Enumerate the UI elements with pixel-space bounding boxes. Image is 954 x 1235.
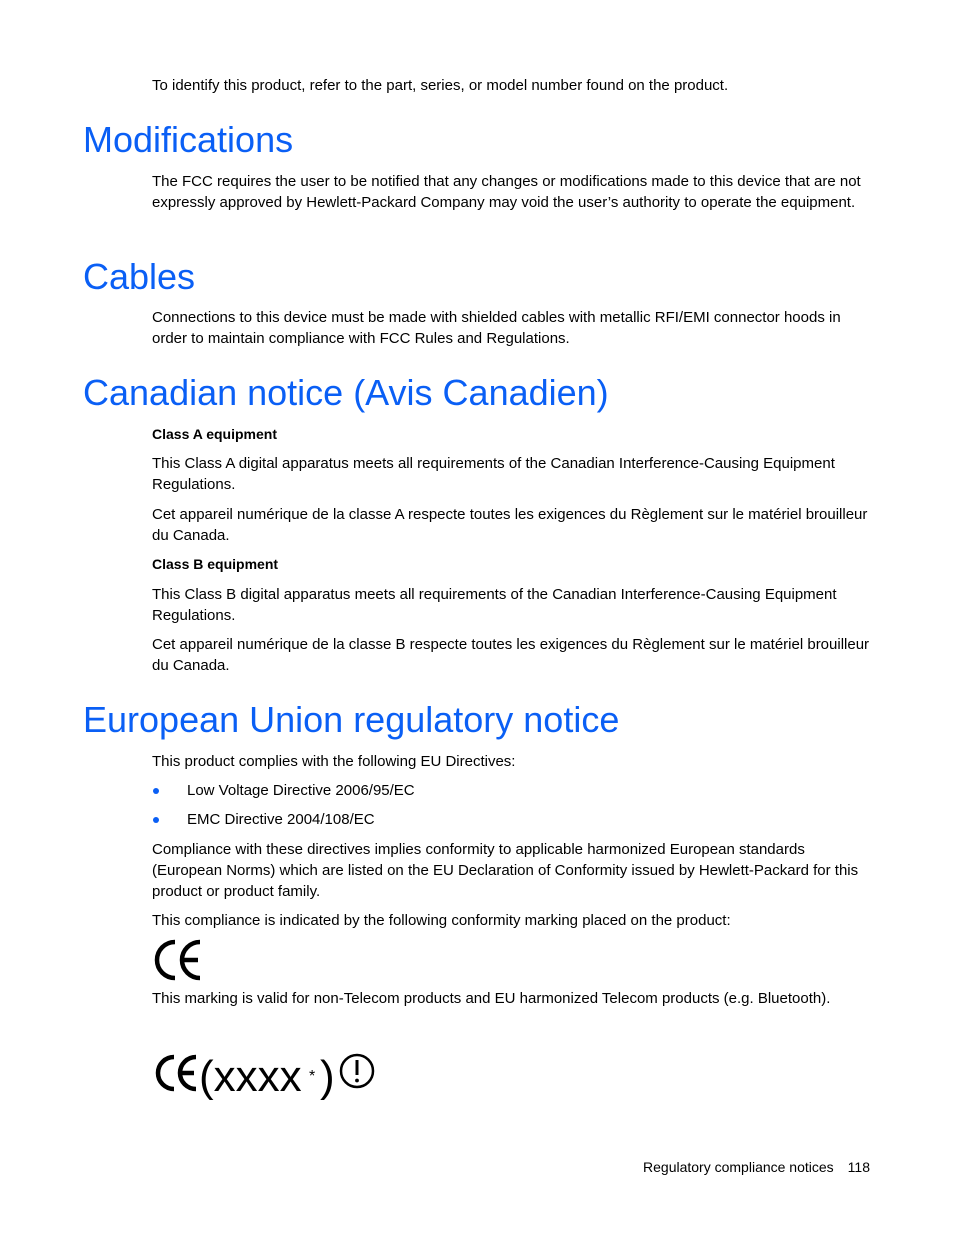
marking-intro-paragraph: This compliance is indicated by the following conformity marking placed on the product: <box>152 912 731 929</box>
class-a-english-paragraph: This Class A digital apparatus meets all requirements of the Canadian Interference-Causing Equipment Regulations. <box>152 455 835 493</box>
marking-validity-paragraph: This marking is valid for non-Telecom products and EU harmonized Telecom products (e.g. Bluetooth). <box>152 990 831 1007</box>
eu-intro-paragraph: This product complies with the following EU Directives: <box>152 753 516 770</box>
class-b-heading: Class B equipment <box>152 556 279 572</box>
bullet-icon <box>153 788 159 794</box>
footer-section-title: Regulatory compliance notices <box>643 1159 834 1175</box>
modifications-heading: Modifications <box>83 119 294 160</box>
canadian-notice-heading: Canadian notice (Avis Canadien) <box>83 372 609 413</box>
modifications-paragraph: The FCC requires the user to be notified that any changes or modifications made to this device that are not expressly approved by Hewlett-Packard Company may void the user’s authority to operate the equipment. <box>152 173 861 211</box>
page-number: 118 <box>847 1159 870 1175</box>
cables-heading: Cables <box>83 256 196 297</box>
intro-paragraph: To identify this product, refer to the part, series, or model number found on the product. <box>152 77 729 94</box>
directive-emc: EMC Directive 2004/108/EC <box>187 811 375 828</box>
cables-paragraph: Connections to this device must be made with shielded cables with metallic RFI/EMI connector hoods in order to maintain compliance with FCC Rules and Regulations. <box>152 309 841 347</box>
page-footer <box>643 1157 870 1177</box>
notified-body-number: (xxxx <box>199 1052 302 1101</box>
ce-mark-icon <box>152 938 204 987</box>
class-b-french-paragraph: Cet appareil numérique de la classe B respecte toutes les exigences du Règlement sur le matériel brouilleur du Canada. <box>152 636 870 674</box>
alert-icon <box>341 1055 373 1087</box>
directive-low-voltage: Low Voltage Directive 2006/95/EC <box>187 782 415 799</box>
bullet-icon <box>153 817 159 823</box>
eu-compliance-paragraph: Compliance with these directives implies conformity to applicable harmonized European standards (European Norms) which are listed on the EU Declaration of Conformity issued by Hewlett-Packard for this product or product family. <box>152 841 859 900</box>
class-b-english-paragraph: This Class B digital apparatus meets all requirements of the Canadian Interference-Causing Equipment Regulations. <box>152 586 837 624</box>
ce-notified-body-mark <box>152 1046 382 1109</box>
eu-notice-heading: European Union regulatory notice <box>83 699 620 740</box>
class-a-french-paragraph: Cet appareil numérique de la classe A respecte toutes les exigences du Règlement sur le matériel brouilleur du Canada. <box>152 506 868 544</box>
ce-mark-icon <box>158 1057 196 1089</box>
close-paren: ) <box>320 1052 335 1101</box>
class-a-heading: Class A equipment <box>152 426 277 442</box>
asterisk-mark: * <box>309 1068 316 1085</box>
